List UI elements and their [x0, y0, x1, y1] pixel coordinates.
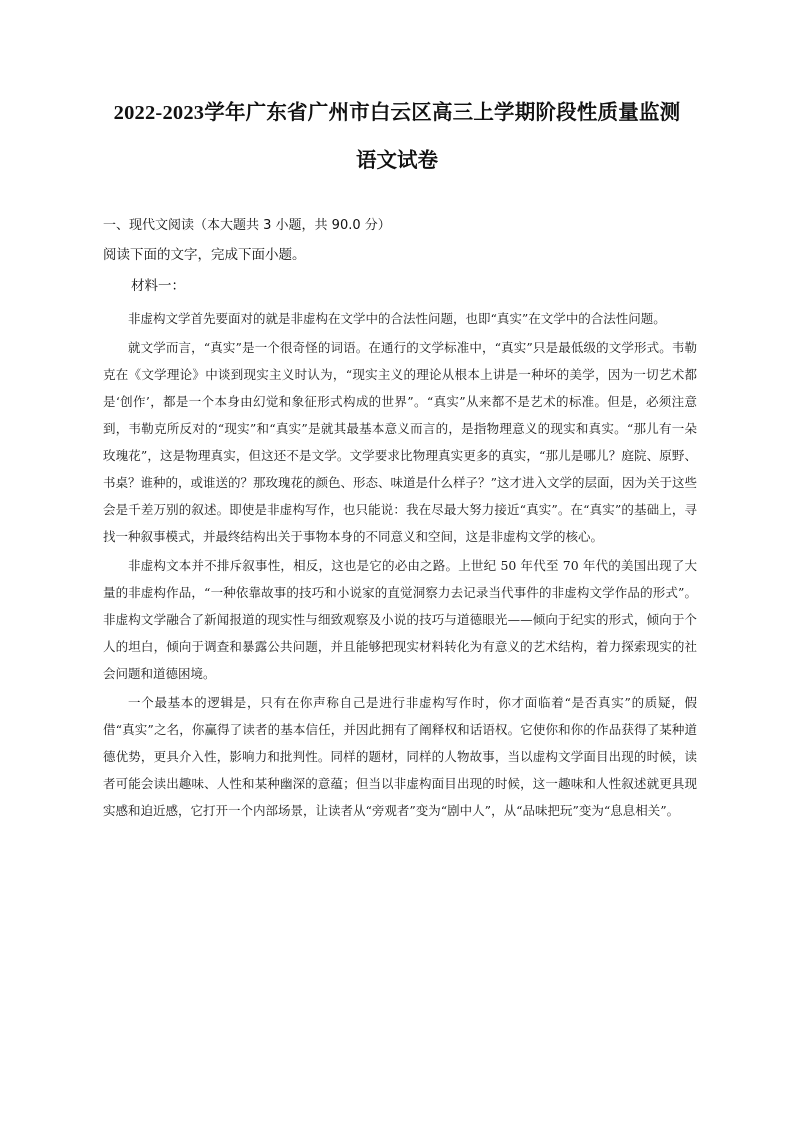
section-heading: 一、现代文阅读（本大题共 3 小题，共 90.0 分）	[103, 218, 391, 233]
passage-paragraph: 非虚构文本并不排斥叙事性，相反，这也是它的必由之路。上世纪 50 年代至 70 年代的美国出现了大量的非虚构作品，“一种依靠故事的技巧和小说家的直觉洞察力去记录当代事件的非虚构文学作品的形式”。非虚构文学融合了新闻报道的现实性与细致观察及小说的技巧与道德眼光——倾向于纪实的形式，倾向于个人的坦白，倾向于调查和暴露公共问题，并且能够把现实材料转化为有意义的艺术结构，着力探索现实的社会问题和道德困境。	[103, 558, 697, 681]
passage-paragraph: 就文学而言，“真实”是一个很奇怪的词语。在通行的文学标准中，“真实”只是最低级的文学形式。韦勒克在《文学理论》中谈到现实主义时认为，“现实主义的理论从根本上讲是一种坏的美学，因为一切艺术都是‘创作’，都是一个本身由幻觉和象征形式构成的世界”。“真实”从来都不是艺术的标准。但是，必须注意到，韦勒克所反对的“现实”和“真实”是就其最基本意义而言的，是指物理意义的现实和真实。“那儿有一朵玫瑰花”，这是物理真实，但这还不是文学。文学要求比物理真实更多的真实，“那儿是哪儿？庭院、原野、书桌？谁种的，或谁送的？那玫瑰花的颜色、形态、味道是什么样子？”这才进入文学的层面，因为关于这些会是千差万别的叙述。即使是非虚构写作，也只能说：我在尽最大努力接近“真实”。在“真实”的基础上，寻找一种叙事模式，并最终结构出关于事物本身的不同意义和空间，这是非虚构文学的核心。	[103, 340, 697, 544]
document-title: 2022-2023学年广东省广州市白云区高三上学期阶段性质量监测	[113, 102, 681, 124]
passage-body	[103, 305, 697, 826]
reading-instruction: 阅读下面的文字，完成下面小题。	[103, 247, 306, 263]
passage-paragraph: 一个最基本的逻辑是，只有在你声称自己是进行非虚构写作时，你才面临着“是否真实”的质疑，假借“真实”之名，你赢得了读者的基本信任，并因此拥有了阐释权和话语权。它使你和你的作品获得了某种道德优势，更具介入性，影响力和批判性。同样的题材，同样的人物故事，当以虚构文学面目出现的时候，读者可能会读出趣味、人性和某种幽深的意蕴；但当以非虚构面目出现的时候，这一趣味和人性叙述就更具现实感和迫近感，它打开一个内部场景，让读者从“旁观者”变为“剧中人”，从“品味把玩”变为“息息相关”。	[103, 695, 697, 818]
passage-paragraph: 非虚构文学首先要面对的就是非虚构在文学中的合法性问题，也即“真实”在文学中的合法性问题。	[128, 311, 666, 326]
material-label: 材料一：	[131, 278, 185, 294]
document-subtitle: 语文试卷	[356, 150, 438, 172]
